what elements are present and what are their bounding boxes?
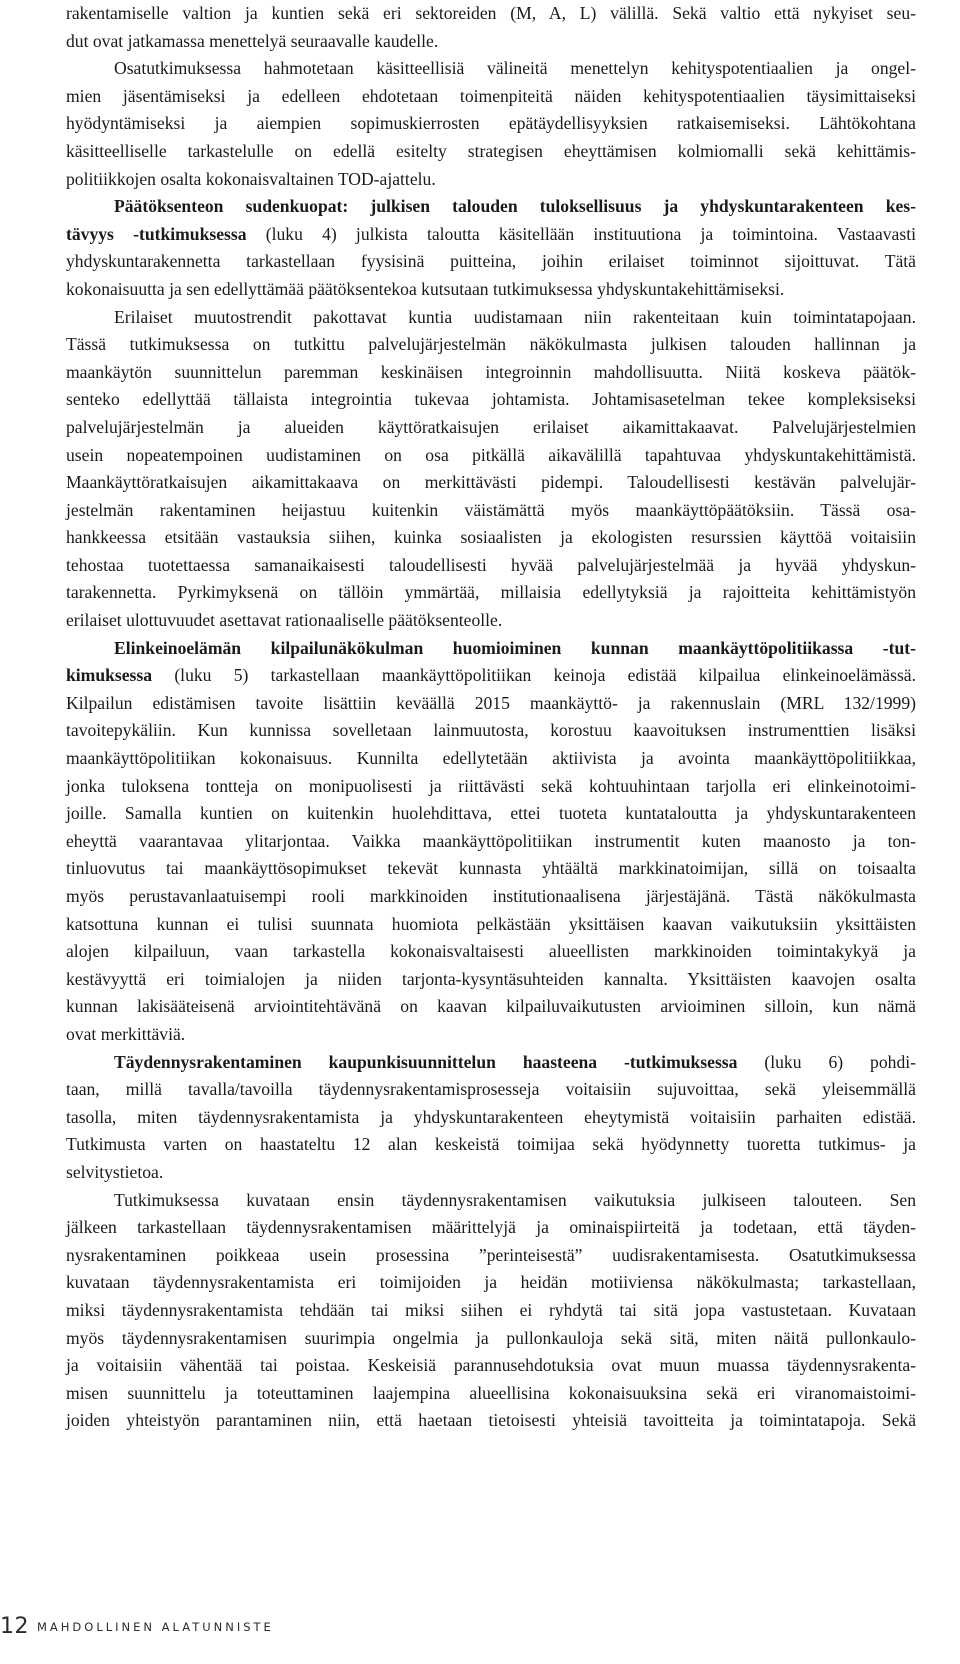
text-line — [66, 193, 916, 221]
text-line: miksi täydennysrakentamista tehdään tai miksi siihen ei ryhdytä tai sitä jopa vastustetaan. Kuvataan — [66, 1299, 916, 1320]
text-line: Erilaiset muutostrendit pakottavat kuntia uudistamaan niin rakenteitaan kuin toimintatapojaan. — [114, 306, 916, 327]
text-fragment: (luku 6) pohdi- — [737, 1051, 916, 1072]
text-line: tehostaa tuotettaessa samanaikaisesti taloudellisesti hyvää palvelujärjestelmää ja hyvää yhdyskun- — [66, 554, 916, 575]
text-line: senteko edellyttää tällaista integrointia tukevaa johtamista. Johtamisasetelman tekee kompleksiseksi — [66, 389, 916, 410]
text-line: myös perustavanlaatuisempi rooli markkinoiden institutionaalisena järjestäjänä. Tästä näkökulmasta — [66, 886, 916, 906]
text-line: Tutkimuksessa kuvataan ensin täydennysrakentamisen vaikutuksia julkiseen talouteen. Sen — [114, 1189, 916, 1210]
study-title: Päätöksenteon sudenkuopat: julkisen talouden tuloksellisuus ja yhdyskuntarakenteen kes- — [114, 196, 916, 217]
text-line: katsottuna kunnan ei tulisi suunnata huomiota pelkästään yksittäisen kaavan vaikutuksiin yksittäisten — [66, 913, 916, 934]
study-title: Elinkeinoelämän kilpailunäkökulman huomioiminen kunnan maankäyttöpolitiikassa -tut- — [114, 637, 916, 658]
text-line — [66, 1049, 916, 1077]
page-number: 12 — [0, 1614, 29, 1639]
text-line: jälkeen tarkastellaan täydennysrakentamisen määrittelyjä ja ominaispiirteitä ja todetaan, että täyden- — [66, 1217, 916, 1238]
text-line: politiikkojen osalta kokonaisvaltainen TOD-ajattelu. — [66, 168, 436, 189]
paragraph-decision-making-study — [66, 193, 916, 303]
text-line — [66, 635, 916, 663]
text-line: mien jäsentämiseksi ja edelleen ehdotetaan toimenpiteitä näiden kehityspotentiaalien täysimittaiseksi — [66, 85, 916, 106]
text-fragment: (luku 4) julkista taloutta käsitellään instituutiona ja toimintoina. Vastaavasti — [246, 223, 916, 244]
text-line: tavoitepykäliin. Kun kunnissa sovelletaan lainmuutosta, korostuu kaavoituksen instrumenttien lisäksi — [66, 720, 916, 741]
text-line: kunnan lakisääteisenä arviointitehtävänä on kaavan kilpailuvaikutusten arvioiminen silloin, kun nämä — [66, 996, 916, 1017]
text-line: erilaiset ulottuvuudet asettavat rationaaliselle päätöksenteolle. — [66, 610, 503, 631]
text-line: tasolla, miten täydennysrakentamista ja yhdyskuntarakenteen eheytymistä voitaisiin parhaiten edistää. — [66, 1106, 916, 1127]
study-title: kimuksessa — [66, 665, 153, 686]
text-line: palvelujärjestelmän ja alueiden käyttöratkaisujen erilaiset aikamittakaavat. Palvelujärjestelmien — [66, 416, 916, 437]
text-line: rakentamiselle valtion ja kuntien sekä eri sektoreiden (M, A, L) välillä. Sekä valtio että nykyiset seu- — [66, 3, 916, 23]
text-line: taan, millä tavalla/tavoilla täydennysrakentamisprosesseja voitaisiin sujuvoittaa, sekä yleisemmällä — [66, 1079, 916, 1100]
study-title: tävyys -tutkimuksessa — [66, 223, 247, 244]
text-line: eheyttä vaarantavaa ylitarjontaa. Vaikka maankäyttöpolitiikan instrumentit kuten maanosto ja ton- — [66, 830, 916, 851]
text-line: ovat merkittäviä. — [66, 1023, 186, 1044]
paragraph-intro-continued — [66, 0, 916, 55]
text-line: kokonaisuutta ja sen edellyttämää päätöksentekoa kutsutaan tutkimuksessa yhdyskuntakehittämiseksi. — [66, 278, 785, 299]
text-line: Tässä tutkimuksessa on tutkittu palvelujärjestelmän näkökulmasta julkisen talouden hallinnan ja — [66, 334, 916, 355]
paragraph-sub-study-intro — [66, 55, 916, 193]
text-line: jonka tuloksena tontteja on monipuolisesti ja riittävästi sekä kohtuuhintaan tarjolla eri elinkeinotoimi- — [66, 775, 916, 796]
footer-title: MAHDOLLINEN ALATUNNISTE — [37, 1620, 274, 1634]
text-line: misen suunnittelu ja toteuttaminen laajempina alueellisina kokonaisuuksina sekä eri viranomaistoimi- — [66, 1382, 916, 1403]
paragraph-infill-study — [66, 1049, 916, 1187]
study-title: Täydennysrakentaminen kaupunkisuunnittelun haasteena -tutkimuksessa — [114, 1051, 738, 1072]
text-line: Osatutkimuksessa hahmotetaan käsitteellisiä välineitä menettelyn kehityspotentiaalien ja ongel- — [114, 58, 916, 79]
paragraph-competition-study — [66, 635, 916, 1049]
text-line — [66, 221, 916, 249]
paragraph-infill-effects — [66, 1187, 916, 1435]
text-line: dut ovat jatkamassa menettelyä seuraavalle kaudelle. — [66, 30, 439, 51]
page-footer — [0, 1614, 274, 1639]
text-line: kestävyyttä eri toimialojen ja niiden tarjonta-kysyntäsuhteiden kannalta. Yksittäisten kaavojen osalta — [66, 968, 916, 989]
text-line: Tutkimusta varten on haastateltu 12 alan keskeistä toimijaa sekä hyödynnetty tuoretta tutkimus- ja — [66, 1134, 916, 1155]
text-line: joiden yhteistyön parantaminen niin, että haetaan tietoisesti yhteisiä tavoitteita ja toimintatapoja. Sekä — [66, 1410, 916, 1431]
text-line: tarakennetta. Pyrkimyksenä on tällöin ymmärtää, millaisia edellytyksiä ja rajoitteita kehittämistyön — [66, 582, 916, 603]
text-line: usein nopeatempoinen uudistaminen on osa pitkällä aikavälillä tapahtuvaa yhdyskuntakehittämistä. — [66, 444, 916, 465]
text-line: maankäytön suunnittelun paremman keskinäisen integroinnin mahdollisuutta. Niitä koskeva päätök- — [66, 361, 916, 382]
text-line: joille. Samalla kuntien on kuitenkin huolehdittava, ettei tuoteta kuntataloutta ja yhdyskuntarakenteen — [66, 803, 916, 824]
text-line: Maankäyttöratkaisujen aikamittakaava on merkittävästi pidempi. Taloudellisesti kestävän palvelujär- — [66, 472, 916, 493]
text-line: Kilpailun edistämisen tavoite lisättiin keväällä 2015 maankäyttö- ja rakennuslain (MRL 132/1999) — [66, 692, 916, 713]
text-line: ja voitaisiin vähentää tai poistaa. Keskeisiä parannusehdotuksia ovat muun muassa täydennysrakenta- — [66, 1355, 916, 1376]
document-body — [66, 0, 916, 1435]
text-line: kuvataan täydennysrakentamista eri toimijoiden ja heidän motiiviensa näkökulmasta; tarkastellaan, — [66, 1272, 916, 1293]
text-fragment: (luku 5) tarkastellaan maankäyttöpolitiikan keinoja edistää kilpailua elinkeinoelämässä. — [152, 665, 916, 686]
text-line: selvitystietoa. — [66, 1161, 164, 1182]
text-line: nysrakentaminen poikkeaa usein prosessina ”perinteisestä” uudisrakentamisesta. Osatutkimuksessa — [66, 1244, 916, 1265]
text-line: alojen kilpailuun, vaan tarkastella kokonaisvaltaisesti alueellisten markkinoiden toimintakykyä ja — [66, 941, 916, 962]
text-line: käsitteelliselle tarkastelulle on edellä esitelty strategisen eheyttämisen kolmiomalli sekä kehittämis- — [66, 140, 916, 161]
text-line: hankkeessa etsitään vastauksia siihen, kuinka sosiaalisten ja ekologisten resurssien käyttöä voitaisiin — [66, 527, 916, 548]
text-line: hyödyntämiseksi ja aiempien sopimuskierrosten epätäydellisyyksien ratkaisemiseksi. Lähtökohtana — [66, 113, 916, 134]
text-line: myös täydennysrakentamisen suurimpia ongelmia ja pullonkauloja sekä sitä, miten näitä pullonkaulo- — [66, 1327, 916, 1348]
text-line: yhdyskuntarakennetta tarkastellaan fyysisinä puitteina, joihin erilaiset toiminnot sijoittuvat. Tätä — [66, 251, 916, 272]
text-line: tinluovutus tai maankäyttösopimukset tekevät kunnasta yhtäältä markkinatoimijan, sillä on toisaalta — [66, 858, 916, 879]
text-line — [66, 662, 916, 690]
text-line: jestelmän rakentaminen heijastuu kuitenkin väistämättä myös maankäyttöpäätöksiin. Tässä osa- — [66, 499, 916, 520]
paragraph-development-trends — [66, 304, 916, 635]
text-line: maankäyttöpolitiikan kokonaisuus. Kunnilta edellytetään aktiivista ja avointa maankäyttöpolitiikkaa, — [66, 748, 916, 769]
